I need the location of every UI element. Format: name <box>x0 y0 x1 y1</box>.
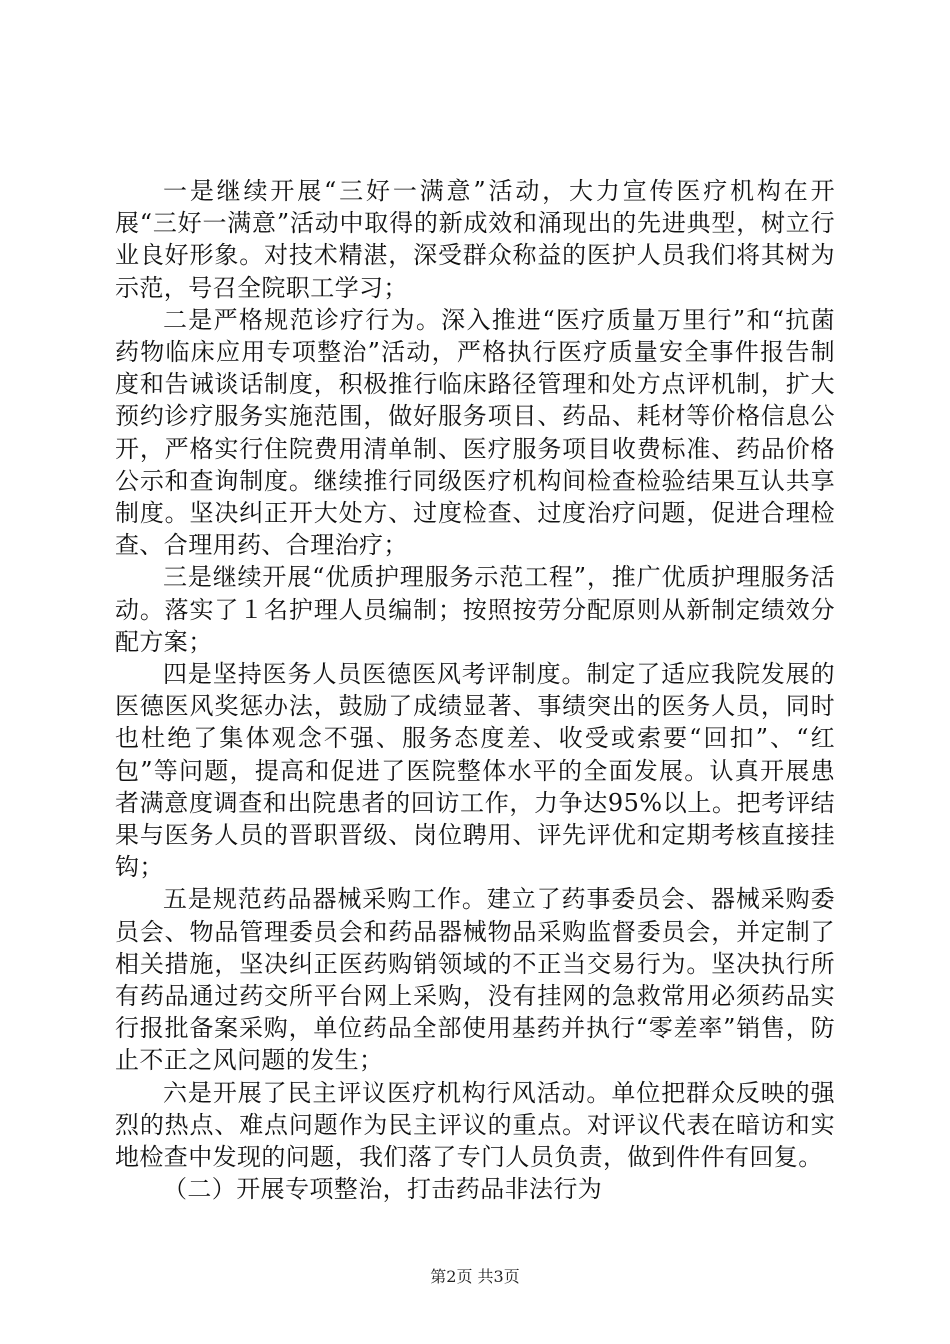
document-body <box>115 175 835 1206</box>
paragraph-item-3: 三是继续开展“优质护理服务示范工程”，推广优质护理服务活动。落实了１名护理人员编制；按照按劳分配原则从新制定绩效分配方案； <box>115 563 835 656</box>
paragraph-item-6: 六是开展了民主评议医疗机构行风活动。单位把群众反映的强烈的热点、难点问题作为民主评议的重点。对评议代表在暗访和实地检查中发现的问题，我们落了专门人员负责，做到件件有回复。 <box>115 1078 835 1172</box>
paragraph-item-4: 四是坚持医务人员医德医风考评制度。制定了适应我院发展的医德医风奖惩办法，鼓励了成绩显著、事绩突出的医务人员，同时也杜绝了集体观念不强、服务态度差、收受或索要“回扣”、“红包”等问题，提高和促进了医院整体水平的全面发展。认真开展患者满意度调查和出院患者的回访工作，力争达95%以上。把考评结果与医务人员的晋职晋级、岗位聘用、评先评优和定期考核直接挂钩； <box>115 660 835 882</box>
page-footer: 第2页 共3页 <box>430 1267 520 1286</box>
paragraph-item-2: 二是严格规范诊疗行为。深入推进“医疗质量万里行”和“抗菌药物临床应用专项整治”活动，严格执行医疗质量安全事件报告制度和告诫谈话制度，积极推行临床路径管理和处方点评机制，扩大预约诊疗服务实施范围，做好服务项目、药品、耗材等价格信息公开，严格实行住院费用清单制、医疗服务项目收费标准、药品价格公示和查询制度。继续推行同级医疗机构间检查检验结果互认共享制度。坚决纠正开大处方、过度检查、过度治疗问题，促进合理检查、合理用药、合理治疗； <box>115 305 835 560</box>
section-heading: （二）开展专项整治，打击药品非法行为 <box>163 1175 603 1204</box>
paragraph-item-1: 一是继续开展“三好一满意”活动，大力宣传医疗机构在开展“三好一满意”活动中取得的新成效和涌现出的先进典型，树立行业良好形象。对技术精湛，深受群众称益的医护人员我们将其树为示范，号召全院职工学习； <box>115 177 835 302</box>
paragraph-item-5: 五是规范药品器械采购工作。建立了药事委员会、器械采购委员会、物品管理委员会和药品器械物品采购监督委员会，并定制了相关措施，坚决纠正医药购销领域的不正当交易行为。坚决执行所有药品通过药交所平台网上采购，没有挂网的急救常用必须药品实行报批备案采购，单位药品全部使用基药并执行“零差率”销售，防止不正之风问题的发生； <box>115 885 835 1075</box>
